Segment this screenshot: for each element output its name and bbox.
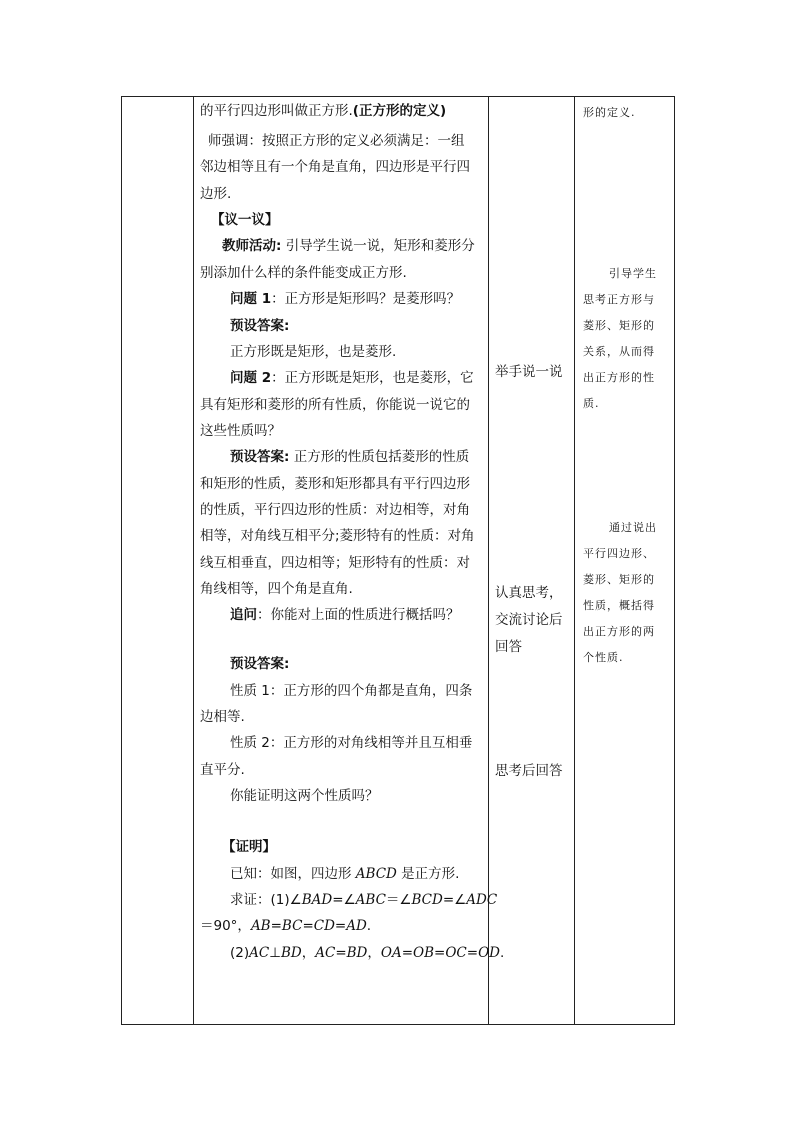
content-line: 的性质，平行四边形的性质：对边相等，对角 [200,502,470,518]
prove-line [230,944,504,962]
content-text: . [499,945,505,961]
math-symbol: BC [281,918,303,934]
content-text: ， [367,945,381,961]
design-note-text: 性质，概括得 [583,599,655,612]
content-line [230,448,469,466]
design-note-text: 通过说出 [609,521,657,534]
given-line [230,865,459,883]
design-note-text: 菱形、矩形的 [583,319,655,332]
design-note-text: 平行四边形、 [583,547,655,560]
content-text: 正方形的性质包括菱形的性质 [289,449,470,465]
math-symbol: ABCD [355,866,397,882]
follow-up-label: 追问 [230,607,257,623]
content-text: = [434,945,446,961]
math-symbol: BCD [411,892,443,908]
design-note-text: 引导学生 [609,267,657,280]
design-note-text: 质. [583,397,600,410]
design-note-text: 菱形、矩形的 [583,573,655,586]
content-line [222,237,475,255]
answer-label: 预设答案: [230,318,290,334]
answer-label: 预设答案: [230,656,290,672]
prove-line [230,891,497,909]
content-text: ， [301,945,316,961]
content-line: 性质 2：正方形的对角线相等并且互相垂 [230,735,473,751]
content-line: 这些性质吗？ [200,423,281,439]
proof-heading: 【证明】 [222,839,276,855]
content-line [230,606,460,624]
design-intent-cell [575,97,675,1025]
content-text: (2) [230,945,250,961]
content-text: = [335,945,347,961]
content-text: ：你能对上面的性质进行概括吗？ [257,607,460,623]
content-line: 边形. [200,186,232,202]
lesson-plan-table [121,96,675,1025]
math-symbol: OA [380,945,402,961]
design-note-text: 出正方形的两 [583,625,655,638]
content-line [200,102,446,120]
student-activity-text: 交流讨论后 [495,612,563,628]
content-line [230,290,460,308]
content-text: = [466,945,479,961]
teaching-content-cell [194,97,505,1025]
math-symbol: AB [250,918,271,934]
content-text: 的平行四边形叫做正方形. [200,103,353,119]
design-note-text: 个性质. [583,651,624,664]
question-label: 问题 2 [230,370,272,386]
student-activity-text: 回答 [495,639,522,655]
discussion-heading: 【议一议】 [211,212,279,228]
content-line [230,369,474,387]
content-text: ：正方形是矩形吗？是菱形吗？ [271,291,461,307]
content-text: . [366,918,372,934]
content-line: 具有矩形和菱形的所有性质，你能说一说它的 [200,397,470,413]
math-symbol: OB [413,945,435,961]
math-symbol: BD [280,945,302,961]
design-note-text: 思考正方形与 [583,293,655,306]
content-text: 求证：(1)∠ [230,892,302,908]
design-note-text: 出正方形的性 [583,371,655,384]
content-line: 你能证明这两个性质吗？ [230,788,379,804]
content-line: 性质 1：正方形的四个角都是直角，四条 [230,683,473,699]
content-text: ⊥ [269,945,281,961]
content-text: = [302,918,314,934]
math-symbol: BAD [301,892,333,908]
math-symbol: BD [346,945,368,961]
prove-line [200,917,371,935]
content-line: 师强调：按照正方形的定义必须满足：一组 [208,133,465,149]
content-text: ＝∠ [385,892,412,908]
question-label: 问题 1 [230,291,272,307]
teacher-activity-label: 教师活动: [222,238,282,254]
content-line: 直平分. [200,762,245,778]
content-text: 已知：如图，四边形 [230,866,356,882]
content-text: 引导学生说一说，矩形和菱形分 [281,238,475,254]
content-line: 相等，对角线互相平分;菱形特有的性质：对角 [200,528,475,544]
stage-column-cell [122,97,194,1025]
content-text: 是正方形. [396,866,460,882]
content-text: ＝90°， [200,918,251,934]
content-line: 角线相等，四个角是直角. [200,581,353,597]
answer-label: 预设答案: [230,449,290,465]
math-symbol: AD [346,918,367,934]
table-row [122,97,675,1025]
content-line: 边相等. [200,709,245,725]
definition-label: (正方形的定义) [352,103,447,119]
content-line: 别添加什么样的条件能变成正方形. [200,265,407,281]
content-line: 线互相垂直，四边相等；矩形特有的性质：对 [200,555,470,571]
math-symbol: AC [315,945,336,961]
math-symbol: CD [313,918,335,934]
student-activity-text: 思考后回答 [495,763,563,779]
math-symbol: AC [249,945,270,961]
content-text: ：正方形既是矩形，也是菱形，它 [271,370,474,386]
math-symbol: OD [478,945,500,961]
content-line: 和矩形的性质，菱形和矩形都具有平行四边形 [200,476,470,492]
content-line: 正方形既是矩形，也是菱形. [230,344,397,360]
content-text: = [270,918,282,934]
content-text: =∠ [442,892,467,908]
math-symbol: OC [445,945,467,961]
content-text: = [401,945,414,961]
student-activity-cell [489,97,575,1025]
student-activity-text: 认真思考， [495,585,563,601]
math-symbol: ABC [355,892,386,908]
content-text: =∠ [332,892,356,908]
content-line: 邻边相等且有一个角是直角，四边形是平行四 [200,159,470,175]
student-activity-text: 举手说一说 [495,364,563,380]
content-text: = [334,918,347,934]
design-note-text: 关系，从而得 [583,345,655,358]
design-note-text: 形的定义. [583,106,636,119]
math-symbol: ADC [466,892,498,908]
